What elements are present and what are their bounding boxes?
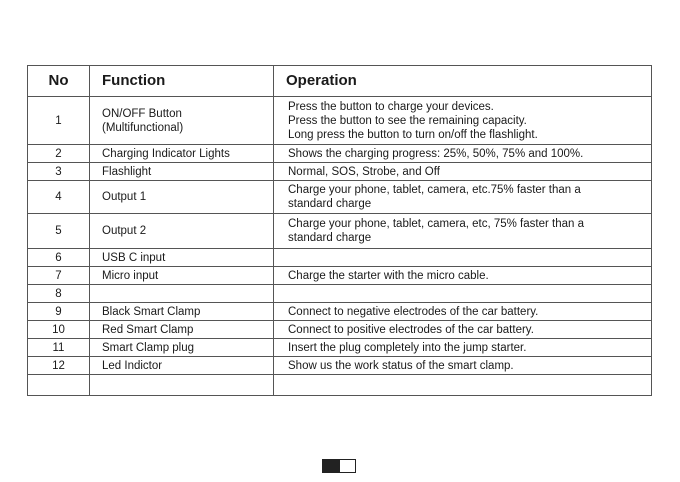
table-row xyxy=(28,181,652,214)
operation-cell xyxy=(274,181,652,214)
table-row xyxy=(28,321,652,339)
operation-cell xyxy=(274,163,652,181)
table-header-row xyxy=(28,66,652,97)
row-number: 7 xyxy=(28,267,90,285)
table-row xyxy=(28,97,652,145)
table-row xyxy=(28,249,652,267)
table-row xyxy=(28,375,652,396)
function-text-line: Flashlight xyxy=(102,165,152,178)
operation-text-line: standard charge xyxy=(288,232,372,244)
function-cell xyxy=(90,303,274,321)
operation-text-line: Charge your phone, tablet, camera, etc, 75% faster than a xyxy=(288,218,584,230)
function-text-line: Output 1 xyxy=(102,191,147,203)
function-text-line: Charging Indicator Lights xyxy=(102,147,230,160)
operation-text-line: Press the button to charge your devices. xyxy=(288,100,494,113)
header-function: Function xyxy=(90,66,274,97)
row-number: 12 xyxy=(28,357,90,375)
operation-text-line: standard charge xyxy=(288,198,372,210)
header-no: No xyxy=(28,66,90,97)
operation-cell xyxy=(274,145,652,163)
operation-text-line: Show us the work status of the smart clamp. xyxy=(288,359,514,372)
function-cell xyxy=(90,375,274,396)
operation-cell xyxy=(274,339,652,357)
row-number: 10 xyxy=(28,321,90,339)
page-marker-fill xyxy=(323,460,340,472)
operation-text-line: Press the button to see the remaining capacity. xyxy=(288,114,527,127)
row-number: 8 xyxy=(28,285,90,303)
function-text-line: Black Smart Clamp xyxy=(102,305,201,318)
operation-text-line: Charge your phone, tablet, camera, etc.75% faster than a xyxy=(288,184,581,196)
row-number: 6 xyxy=(28,249,90,267)
table-row xyxy=(28,303,652,321)
function-cell xyxy=(90,267,274,285)
operation-cell xyxy=(274,267,652,285)
function-cell xyxy=(90,357,274,375)
table-row xyxy=(28,267,652,285)
row-number: 11 xyxy=(28,339,90,357)
function-text-line: Micro input xyxy=(102,269,159,282)
row-number: 3 xyxy=(28,163,90,181)
operation-cell xyxy=(274,357,652,375)
operation-cell xyxy=(274,249,652,267)
function-cell xyxy=(90,339,274,357)
table-row xyxy=(28,285,652,303)
operation-cell xyxy=(274,303,652,321)
page-marker xyxy=(322,459,356,473)
function-text-line: (Multifunctional) xyxy=(102,121,184,134)
function-cell xyxy=(90,214,274,249)
operation-text-line: Insert the plug completely into the jump starter. xyxy=(288,341,527,354)
operation-text-line: Long press the button to turn on/off the flashlight. xyxy=(288,128,538,141)
function-text-line: Smart Clamp plug xyxy=(102,341,195,354)
operation-cell xyxy=(274,375,652,396)
function-text-line: Output 2 xyxy=(102,225,147,237)
function-operation-table xyxy=(27,65,652,396)
operation-cell xyxy=(274,321,652,339)
operation-text-line: Connect to positive electrodes of the car battery. xyxy=(288,323,534,336)
row-number: 5 xyxy=(28,214,90,249)
table-row xyxy=(28,357,652,375)
function-cell xyxy=(90,97,274,145)
operation-cell xyxy=(274,214,652,249)
header-operation: Operation xyxy=(274,66,652,97)
operation-text-line: Shows the charging progress: 25%, 50%, 75% and 100%. xyxy=(288,147,584,160)
function-cell xyxy=(90,249,274,267)
table-row xyxy=(28,163,652,181)
function-cell xyxy=(90,163,274,181)
function-text-line: ON/OFF Button xyxy=(102,107,182,120)
function-cell xyxy=(90,321,274,339)
function-text-line: USB C input xyxy=(102,251,166,264)
operation-cell xyxy=(274,285,652,303)
table-row xyxy=(28,214,652,249)
function-text-line: Red Smart Clamp xyxy=(102,323,194,336)
function-cell xyxy=(90,285,274,303)
table-row xyxy=(28,145,652,163)
operation-cell xyxy=(274,97,652,145)
operation-text-line: Connect to negative electrodes of the car battery. xyxy=(288,305,539,318)
row-number xyxy=(28,375,90,396)
row-number: 4 xyxy=(28,181,90,214)
row-number: 9 xyxy=(28,303,90,321)
row-number: 2 xyxy=(28,145,90,163)
row-number: 1 xyxy=(28,97,90,145)
function-cell xyxy=(90,181,274,214)
operation-text-line: Normal, SOS, Strobe, and Off xyxy=(288,165,440,178)
table-row xyxy=(28,339,652,357)
function-text-line: Led Indictor xyxy=(102,359,163,372)
function-cell xyxy=(90,145,274,163)
operation-text-line: Charge the starter with the micro cable. xyxy=(288,269,489,282)
